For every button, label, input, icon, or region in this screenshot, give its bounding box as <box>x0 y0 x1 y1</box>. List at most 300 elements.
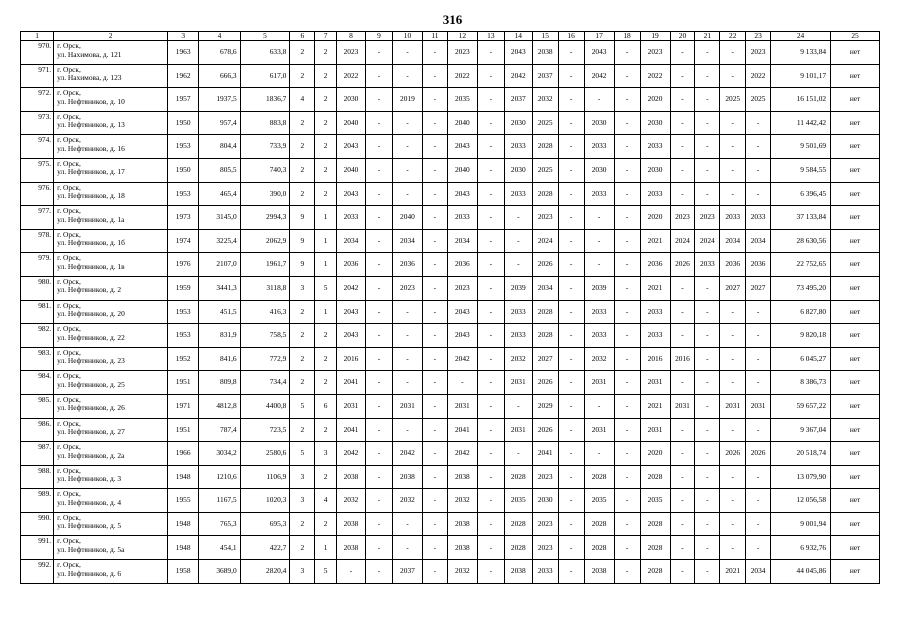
table-row <box>21 300 880 324</box>
address-cell <box>54 182 168 206</box>
cell-col-19: 2033 <box>640 182 670 206</box>
cell-col-15: 2029 <box>532 394 558 418</box>
cell-col-21: - <box>695 512 720 536</box>
cell-col-19: 2030 <box>640 158 670 182</box>
cell-col-17: - <box>584 253 614 277</box>
cell-col-11: - <box>422 158 447 182</box>
cell-col-8: 2022 <box>336 64 365 88</box>
cell-col-25: нет <box>831 64 880 88</box>
address-cell <box>54 560 168 584</box>
table-row <box>21 135 880 159</box>
header-row <box>21 32 880 41</box>
cell-col-3: 1951 <box>168 418 199 442</box>
cell-col-13: - <box>477 64 504 88</box>
address-street: ул. Нефтяников, д. 4 <box>57 497 122 507</box>
cell-col-8: 2043 <box>336 324 365 348</box>
cell-col-14: 2032 <box>504 347 532 371</box>
cell-col-22: 2031 <box>720 394 746 418</box>
cell-col-10: 2040 <box>392 206 422 230</box>
cell-col-10: - <box>392 182 422 206</box>
cell-col-23: 2023 <box>746 41 771 65</box>
cell-col-9: - <box>365 394 392 418</box>
cell-col-23: 2025 <box>746 88 771 112</box>
cell-col-15: 2030 <box>532 489 558 513</box>
cell-col-5: 416,3 <box>240 300 290 324</box>
cell-col-7: 5 <box>315 560 337 584</box>
row-number: 975. <box>21 158 54 182</box>
cell-col-7: 2 <box>315 418 337 442</box>
cell-col-9: - <box>365 182 392 206</box>
cell-col-21: - <box>695 182 720 206</box>
cell-col-22: - <box>720 300 746 324</box>
cell-col-12: 2033 <box>447 206 477 230</box>
cell-col-21: 2023 <box>695 206 720 230</box>
address-cell <box>54 88 168 112</box>
cell-col-16: - <box>558 64 584 88</box>
column-header-16: 16 <box>558 32 584 41</box>
cell-col-21: 2024 <box>695 229 720 253</box>
cell-col-17: 2043 <box>584 41 614 65</box>
cell-col-3: 1973 <box>168 206 199 230</box>
cell-col-13: - <box>477 536 504 560</box>
cell-col-25: нет <box>831 111 880 135</box>
cell-col-23: 2026 <box>746 442 771 466</box>
cell-col-17: - <box>584 394 614 418</box>
cell-col-5: 772,9 <box>240 347 290 371</box>
cell-col-22: - <box>720 111 746 135</box>
cell-col-17: 2028 <box>584 512 614 536</box>
row-number: 982. <box>21 324 54 348</box>
cell-col-19: 2030 <box>640 111 670 135</box>
cell-col-22: 2034 <box>720 229 746 253</box>
cell-col-20: - <box>670 371 695 395</box>
cell-col-24: 9 001,94 <box>771 512 831 536</box>
address-city: г. Орск, <box>57 206 81 216</box>
cell-col-24: 9 101,17 <box>771 64 831 88</box>
cell-col-17: 2030 <box>584 158 614 182</box>
cell-col-11: - <box>422 41 447 65</box>
cell-col-16: - <box>558 206 584 230</box>
cell-col-23: - <box>746 536 771 560</box>
cell-col-14: 2030 <box>504 111 532 135</box>
cell-col-10: 2034 <box>392 229 422 253</box>
cell-col-20: - <box>670 465 695 489</box>
cell-col-11: - <box>422 300 447 324</box>
table-row <box>21 489 880 513</box>
address-city: г. Орск, <box>57 111 81 121</box>
cell-col-22: - <box>720 135 746 159</box>
cell-col-4: 666,3 <box>199 64 240 88</box>
cell-col-4: 831,9 <box>199 324 240 348</box>
cell-col-16: - <box>558 253 584 277</box>
row-number: 992. <box>21 560 54 584</box>
cell-col-5: 422,7 <box>240 536 290 560</box>
cell-col-20: 2031 <box>670 394 695 418</box>
cell-col-20: - <box>670 560 695 584</box>
cell-col-5: 3118,8 <box>240 276 290 300</box>
cell-col-20: - <box>670 418 695 442</box>
cell-col-23: - <box>746 158 771 182</box>
cell-col-5: 4400,8 <box>240 394 290 418</box>
cell-col-12: 2022 <box>447 64 477 88</box>
cell-col-8: 2043 <box>336 300 365 324</box>
cell-col-6: 2 <box>290 111 315 135</box>
cell-col-22: 2021 <box>720 560 746 584</box>
address-street: ул. Нефтяников, д. 25 <box>57 379 125 389</box>
column-header-3: 3 <box>168 32 199 41</box>
cell-col-24: 8 386,73 <box>771 371 831 395</box>
cell-col-3: 1953 <box>168 324 199 348</box>
cell-col-19: 2020 <box>640 442 670 466</box>
cell-col-12: 2034 <box>447 229 477 253</box>
cell-col-16: - <box>558 182 584 206</box>
cell-col-6: 2 <box>290 182 315 206</box>
cell-col-24: 37 133,84 <box>771 206 831 230</box>
cell-col-13: - <box>477 135 504 159</box>
table-row <box>21 324 880 348</box>
cell-col-7: 5 <box>315 276 337 300</box>
address-cell <box>54 512 168 536</box>
address-street: ул. Нефтяников, д. 2а <box>57 450 125 460</box>
address-street: ул. Нефтяников, д. 27 <box>57 427 125 436</box>
column-header-17: 17 <box>584 32 614 41</box>
cell-col-3: 1948 <box>168 465 199 489</box>
cell-col-11: - <box>422 324 447 348</box>
cell-col-10: 2023 <box>392 276 422 300</box>
cell-col-16: - <box>558 324 584 348</box>
cell-col-12: 2043 <box>447 135 477 159</box>
cell-col-7: 2 <box>315 324 337 348</box>
cell-col-8: 2016 <box>336 347 365 371</box>
cell-col-9: - <box>365 442 392 466</box>
column-header-20: 20 <box>670 32 695 41</box>
address-street: ул. Нефтяников, д. 1в <box>57 261 125 271</box>
cell-col-12: 2042 <box>447 347 477 371</box>
cell-col-24: 6 396,45 <box>771 182 831 206</box>
cell-col-11: - <box>422 489 447 513</box>
cell-col-17: 2033 <box>584 135 614 159</box>
cell-col-10: - <box>392 347 422 371</box>
cell-col-9: - <box>365 158 392 182</box>
cell-col-25: нет <box>831 88 880 112</box>
cell-col-19: 2035 <box>640 489 670 513</box>
cell-col-13: - <box>477 512 504 536</box>
table-row <box>21 229 880 253</box>
cell-col-20: - <box>670 300 695 324</box>
cell-col-19: 2031 <box>640 418 670 442</box>
cell-col-4: 4812,8 <box>199 394 240 418</box>
address-city: г. Орск, <box>57 442 81 452</box>
cell-col-17: 2033 <box>584 182 614 206</box>
cell-col-13: - <box>477 465 504 489</box>
cell-col-9: - <box>365 489 392 513</box>
cell-col-4: 805,5 <box>199 158 240 182</box>
cell-col-22: - <box>720 64 746 88</box>
column-header-14: 14 <box>504 32 532 41</box>
cell-col-23: 2033 <box>746 206 771 230</box>
cell-col-17: 2042 <box>584 64 614 88</box>
cell-col-15: 2026 <box>532 418 558 442</box>
cell-col-19: 2021 <box>640 276 670 300</box>
cell-col-13: - <box>477 347 504 371</box>
column-header-25: 25 <box>831 32 880 41</box>
cell-col-13: - <box>477 276 504 300</box>
address-street: ул. Нефтяников, д. 20 <box>57 309 125 319</box>
cell-col-9: - <box>365 512 392 536</box>
cell-col-8: 2042 <box>336 276 365 300</box>
cell-col-21: - <box>695 418 720 442</box>
address-city: г. Орск, <box>57 489 81 499</box>
cell-col-15: 2026 <box>532 253 558 277</box>
cell-col-8: 2036 <box>336 253 365 277</box>
cell-col-24: 22 752,65 <box>771 253 831 277</box>
table-body <box>21 41 880 584</box>
column-header-23: 23 <box>746 32 771 41</box>
address-street: ул. Нефтяников, д. 2 <box>57 285 122 295</box>
cell-col-11: - <box>422 182 447 206</box>
cell-col-11: - <box>422 512 447 536</box>
table-row <box>21 41 880 65</box>
address-street: ул. Нефтяников, д. 1б <box>57 238 125 248</box>
cell-col-24: 28 630,56 <box>771 229 831 253</box>
cell-col-19: 2022 <box>640 64 670 88</box>
address-city: г. Орск, <box>57 560 81 570</box>
cell-col-16: - <box>558 442 584 466</box>
table-row <box>21 347 880 371</box>
row-number: 971. <box>21 64 54 88</box>
cell-col-13: - <box>477 300 504 324</box>
cell-col-15: 2032 <box>532 88 558 112</box>
cell-col-23: 2034 <box>746 560 771 584</box>
cell-col-11: - <box>422 276 447 300</box>
cell-col-3: 1950 <box>168 111 199 135</box>
address-city: г. Орск, <box>57 465 81 475</box>
cell-col-6: 2 <box>290 418 315 442</box>
cell-col-18: - <box>614 324 640 348</box>
cell-col-11: - <box>422 253 447 277</box>
cell-col-18: - <box>614 182 640 206</box>
cell-col-13: - <box>477 418 504 442</box>
cell-col-12: 2035 <box>447 88 477 112</box>
cell-col-7: 2 <box>315 158 337 182</box>
address-cell <box>54 300 168 324</box>
cell-col-6: 3 <box>290 489 315 513</box>
row-number: 984. <box>21 371 54 395</box>
cell-col-9: - <box>365 111 392 135</box>
cell-col-10: - <box>392 158 422 182</box>
table-row <box>21 182 880 206</box>
cell-col-3: 1976 <box>168 253 199 277</box>
column-header-1: 1 <box>21 32 54 41</box>
cell-col-3: 1957 <box>168 88 199 112</box>
cell-col-5: 1020,3 <box>240 489 290 513</box>
cell-col-16: - <box>558 394 584 418</box>
row-number: 979. <box>21 253 54 277</box>
cell-col-18: - <box>614 229 640 253</box>
address-city: г. Орск, <box>57 512 81 522</box>
row-number: 986. <box>21 418 54 442</box>
cell-col-15: 2023 <box>532 536 558 560</box>
cell-col-9: - <box>365 253 392 277</box>
cell-col-13: - <box>477 253 504 277</box>
cell-col-24: 6 932,76 <box>771 536 831 560</box>
cell-col-5: 695,3 <box>240 512 290 536</box>
cell-col-25: нет <box>831 512 880 536</box>
cell-col-23: - <box>746 347 771 371</box>
cell-col-25: нет <box>831 394 880 418</box>
cell-col-21: - <box>695 371 720 395</box>
cell-col-19: 2021 <box>640 394 670 418</box>
address-street: ул. Нефтяников, д. 26 <box>57 403 125 413</box>
cell-col-7: 2 <box>315 88 337 112</box>
cell-col-7: 2 <box>315 111 337 135</box>
cell-col-21: - <box>695 465 720 489</box>
address-street: ул. Нахимова, д. 121 <box>57 49 122 59</box>
cell-col-17: 2038 <box>584 560 614 584</box>
address-cell <box>54 206 168 230</box>
cell-col-5: 740,3 <box>240 158 290 182</box>
cell-col-23: 2022 <box>746 64 771 88</box>
cell-col-7: 1 <box>315 300 337 324</box>
cell-col-7: 1 <box>315 229 337 253</box>
cell-col-3: 1953 <box>168 300 199 324</box>
column-header-13: 13 <box>477 32 504 41</box>
cell-col-3: 1958 <box>168 560 199 584</box>
cell-col-14: 2043 <box>504 41 532 65</box>
row-number: 989. <box>21 489 54 513</box>
cell-col-22: - <box>720 41 746 65</box>
cell-col-14: 2039 <box>504 276 532 300</box>
cell-col-7: 2 <box>315 64 337 88</box>
cell-col-10: - <box>392 418 422 442</box>
cell-col-17: - <box>584 206 614 230</box>
cell-col-25: нет <box>831 41 880 65</box>
cell-col-18: - <box>614 41 640 65</box>
cell-col-15: 2025 <box>532 111 558 135</box>
cell-col-8: 2043 <box>336 182 365 206</box>
cell-col-4: 765,3 <box>199 512 240 536</box>
cell-col-14: 2042 <box>504 64 532 88</box>
cell-col-25: нет <box>831 442 880 466</box>
cell-col-21: - <box>695 276 720 300</box>
cell-col-12: 2032 <box>447 560 477 584</box>
address-cell <box>54 158 168 182</box>
table-row <box>21 253 880 277</box>
cell-col-18: - <box>614 206 640 230</box>
cell-col-12: 2032 <box>447 489 477 513</box>
cell-col-11: - <box>422 206 447 230</box>
address-cell <box>54 64 168 88</box>
table-row <box>21 536 880 560</box>
cell-col-16: - <box>558 41 584 65</box>
cell-col-19: 2020 <box>640 88 670 112</box>
cell-col-24: 9 501,69 <box>771 135 831 159</box>
address-city: г. Орск, <box>57 371 81 381</box>
cell-col-9: - <box>365 229 392 253</box>
cell-col-19: 2028 <box>640 512 670 536</box>
column-header-9: 9 <box>365 32 392 41</box>
cell-col-24: 9 820,18 <box>771 324 831 348</box>
cell-col-22: - <box>720 465 746 489</box>
cell-col-17: 2032 <box>584 347 614 371</box>
cell-col-9: - <box>365 324 392 348</box>
cell-col-20: - <box>670 64 695 88</box>
cell-col-12: 2043 <box>447 300 477 324</box>
page-number: 316 <box>442 12 463 27</box>
cell-col-5: 2062,9 <box>240 229 290 253</box>
cell-col-14: - <box>504 229 532 253</box>
cell-col-23: 2027 <box>746 276 771 300</box>
address-city: г. Орск, <box>57 347 81 357</box>
cell-col-4: 804,4 <box>199 135 240 159</box>
cell-col-16: - <box>558 536 584 560</box>
table-row <box>21 158 880 182</box>
cell-col-19: 2021 <box>640 229 670 253</box>
cell-col-18: - <box>614 276 640 300</box>
cell-col-18: - <box>614 135 640 159</box>
cell-col-8: 2038 <box>336 512 365 536</box>
cell-col-9: - <box>365 206 392 230</box>
cell-col-4: 787,4 <box>199 418 240 442</box>
cell-col-15: 2041 <box>532 442 558 466</box>
address-city: г. Орск, <box>57 536 81 546</box>
cell-col-22: 2027 <box>720 276 746 300</box>
cell-col-22: - <box>720 512 746 536</box>
address-cell <box>54 536 168 560</box>
cell-col-16: - <box>558 300 584 324</box>
cell-col-22: 2025 <box>720 88 746 112</box>
cell-col-25: нет <box>831 347 880 371</box>
row-number: 983. <box>21 347 54 371</box>
cell-col-7: 6 <box>315 394 337 418</box>
address-street: ул. Нефтяников, д. 5а <box>57 544 125 554</box>
cell-col-18: - <box>614 88 640 112</box>
cell-col-7: 2 <box>315 41 337 65</box>
cell-col-9: - <box>365 347 392 371</box>
address-cell <box>54 324 168 348</box>
cell-col-5: 723,5 <box>240 418 290 442</box>
address-street: ул. Нефтяников, д. 1а <box>57 214 125 224</box>
address-street: ул. Нефтяников, д. 18 <box>57 191 125 201</box>
cell-col-10: 2042 <box>392 442 422 466</box>
row-number: 985. <box>21 394 54 418</box>
cell-col-9: - <box>365 371 392 395</box>
cell-col-4: 3145,0 <box>199 206 240 230</box>
cell-col-19: 2023 <box>640 41 670 65</box>
cell-col-17: 2033 <box>584 324 614 348</box>
cell-col-21: - <box>695 300 720 324</box>
cell-col-21: - <box>695 135 720 159</box>
cell-col-11: - <box>422 229 447 253</box>
cell-col-7: 2 <box>315 371 337 395</box>
address-city: г. Орск, <box>57 324 81 334</box>
cell-col-21: 2033 <box>695 253 720 277</box>
cell-col-16: - <box>558 371 584 395</box>
column-header-10: 10 <box>392 32 422 41</box>
cell-col-13: - <box>477 206 504 230</box>
table-row <box>21 111 880 135</box>
cell-col-8: 2040 <box>336 111 365 135</box>
cell-col-18: - <box>614 489 640 513</box>
cell-col-18: - <box>614 465 640 489</box>
cell-col-19: 2016 <box>640 347 670 371</box>
cell-col-14: 2033 <box>504 324 532 348</box>
cell-col-7: 2 <box>315 465 337 489</box>
cell-col-11: - <box>422 347 447 371</box>
address-street: ул. Нефтяников, д. 10 <box>57 96 125 106</box>
cell-col-3: 1952 <box>168 347 199 371</box>
cell-col-6: 2 <box>290 300 315 324</box>
